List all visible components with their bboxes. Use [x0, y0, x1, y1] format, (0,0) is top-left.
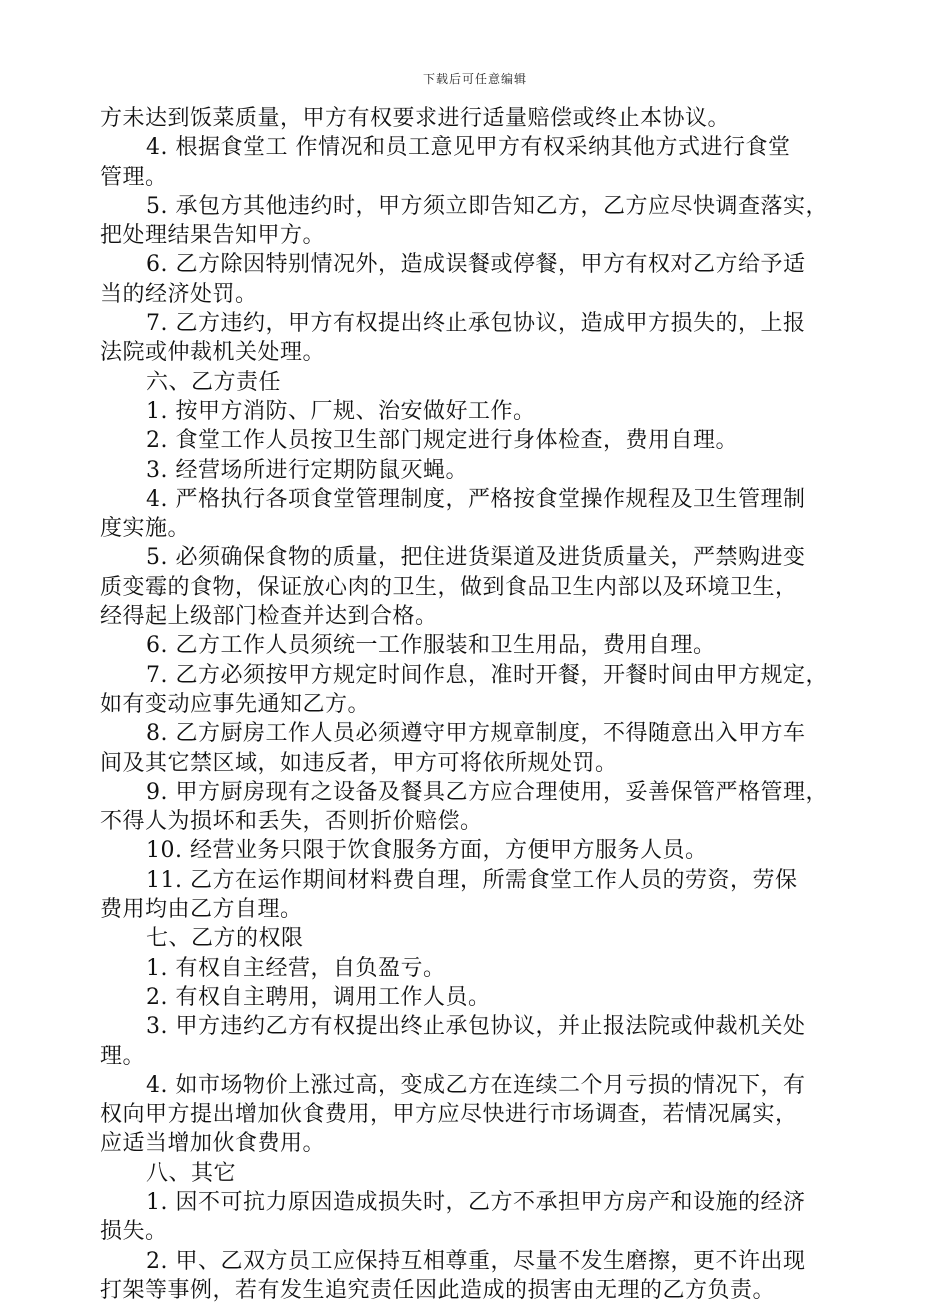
- text-line: 4. 根据食堂工 作情况和员工意见甲方有权采纳其他方式进行食堂: [146, 135, 791, 161]
- text-line: 2. 甲、乙双方员工应保持互相尊重，尽量不发生磨擦，更不许出现: [146, 1248, 806, 1274]
- text-line: 管理。: [100, 164, 168, 190]
- text-line: 7. 乙方违约，甲方有权提出终止承包协议，造成甲方损失的，上报: [146, 311, 806, 337]
- text-line: 6. 乙方工作人员须统一工作服装和卫生用品，费用自理。: [146, 633, 716, 659]
- text-line: 六、乙方责任: [146, 369, 282, 395]
- text-line: 间及其它禁区域，如违反者，甲方可将依所规处罚。: [100, 750, 618, 776]
- text-line: 7. 乙方必须按甲方规定时间作息，准时开餐，开餐时间由甲方规定，: [146, 662, 828, 688]
- text-line: 方未达到饭菜质量，甲方有权要求进行适量赔偿或终止本协议。: [100, 106, 731, 131]
- text-line: 如有变动应事先通知乙方。: [100, 691, 371, 717]
- text-line: 4. 如市场物价上涨过高，变成乙方在连续二个月亏损的情况下，有: [146, 1072, 806, 1098]
- text-line: 费用均由乙方自理。: [100, 897, 303, 923]
- text-line: 3. 甲方违约乙方有权提出终止承包协议，并止报法院或仲裁机关处: [146, 1014, 806, 1040]
- text-line: 把处理结果告知甲方。: [100, 223, 326, 249]
- text-line: 应适当增加伙食费用。: [100, 1131, 326, 1157]
- text-line: 打架等事例，若有发生追究责任因此造成的损害由无理的乙方负责。: [100, 1277, 776, 1303]
- text-line: 4. 严格执行各项食堂管理制度，严格按食堂操作规程及卫生管理制: [146, 486, 806, 512]
- document-body: [100, 104, 860, 1305]
- text-line: 9. 甲方厨房现有之设备及餐具乙方应合理使用，妥善保管严格管理，: [146, 779, 828, 805]
- text-line: 11. 乙方在运作期间材料费自理，所需食堂工作人员的劳资，劳保: [146, 867, 798, 893]
- text-line: 质变霉的食物，保证放心肉的卫生，做到食品卫生内部以及环境卫生，: [100, 574, 798, 600]
- text-line: 损失。: [100, 1219, 168, 1245]
- text-line: 3. 经营场所进行定期防鼠灭蝇。: [146, 457, 468, 483]
- text-line: 2. 有权自主聘用，调用工作人员。: [146, 984, 491, 1010]
- text-line: 5. 承包方其他违约时，甲方须立即告知乙方，乙方应尽快调查落实，: [146, 193, 828, 219]
- text-line: 度实施。: [100, 516, 191, 542]
- page-header: 下载后可任意编辑: [422, 72, 527, 86]
- text-line: 经得起上级部门检查并达到合格。: [100, 604, 438, 630]
- text-line: 理。: [100, 1043, 146, 1069]
- text-line: 1. 按甲方消防、厂规、治安做好工作。: [146, 398, 536, 424]
- text-line: 1. 有权自主经营，自负盈亏。: [146, 955, 446, 981]
- text-line: 不得人为损坏和丢失，否则折价赔偿。: [100, 809, 483, 835]
- text-line: 八、其它: [146, 1160, 237, 1186]
- text-line: 当的经济处罚。: [100, 281, 258, 307]
- text-line: 七、乙方的权限: [146, 926, 304, 952]
- text-line: 1. 因不可抗力原因造成损失时，乙方不承担甲方房产和设施的经济: [146, 1189, 806, 1215]
- text-line: 权向甲方提出增加伙食费用，甲方应尽快进行市场调查，若情况属实，: [100, 1102, 798, 1128]
- text-line: 10. 经营业务只限于饮食服务方面，方便甲方服务人员。: [146, 838, 708, 864]
- text-line: 5. 必须确保食物的质量，把住进货渠道及进货质量关，严禁购进变: [146, 545, 806, 571]
- text-line: 6. 乙方除因特别情况外，造成误餐或停餐，甲方有权对乙方给予适: [146, 252, 806, 278]
- text-line: 法院或仲裁机关处理。: [100, 340, 326, 366]
- text-line: 2. 食堂工作人员按卫生部门规定进行身体检查，费用自理。: [146, 428, 738, 454]
- text-line: 8. 乙方厨房工作人员必须遵守甲方规章制度，不得随意出入甲方车: [146, 721, 806, 747]
